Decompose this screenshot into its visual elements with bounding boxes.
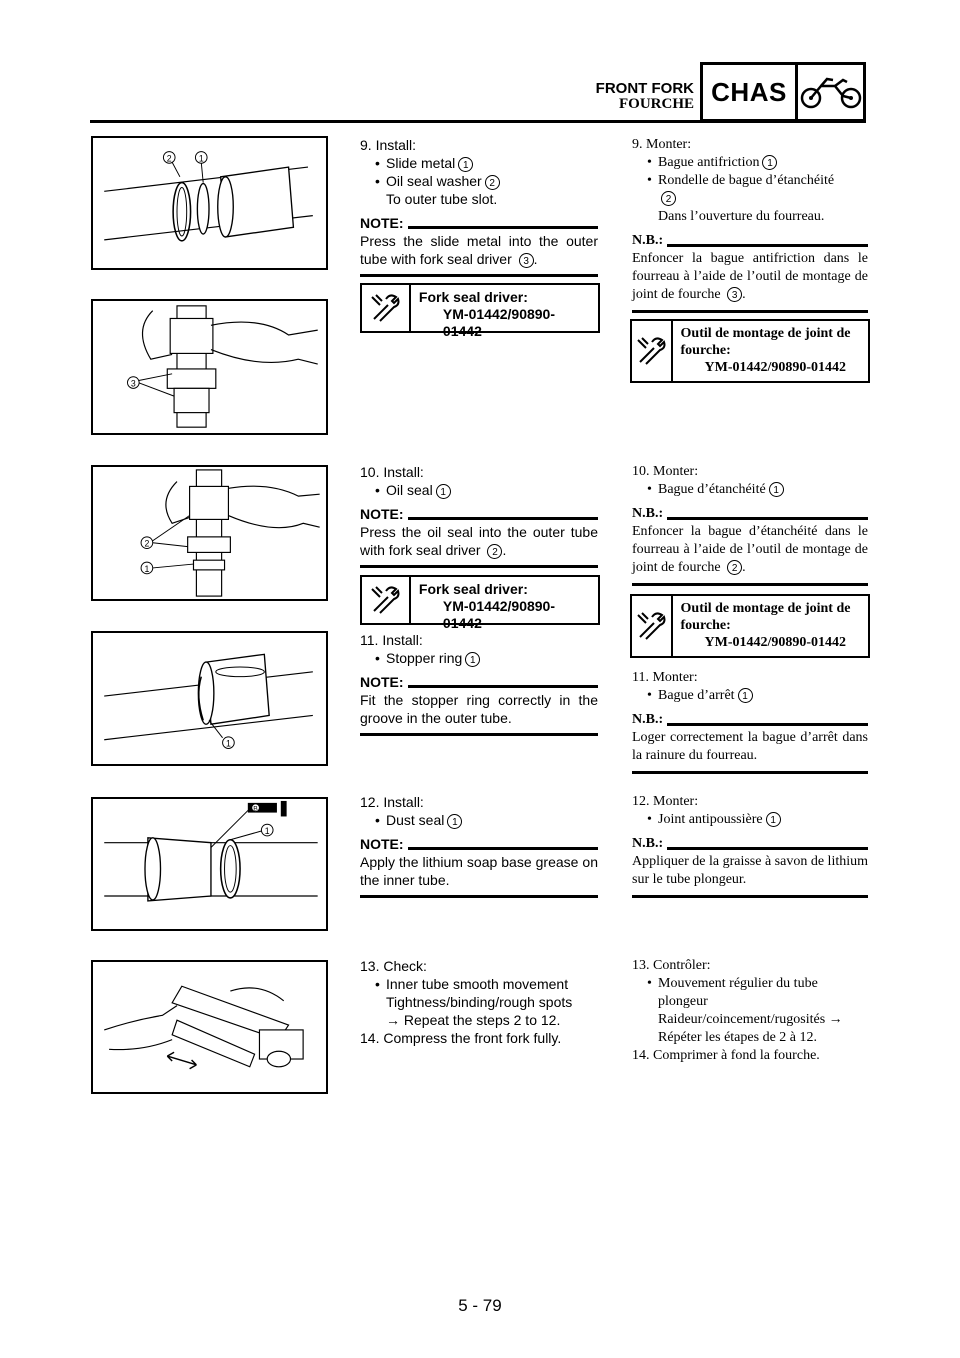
tool-part-number: YM-01442/90890-01442 — [442, 306, 555, 339]
step-13-14-en: 13. Check: • Inner tube smooth movement Tightness/binding/rough spots → Repeat the steps 2 to 12. 14. Compress the front fork fully. — [360, 957, 600, 1047]
figure-slide-metal — [91, 136, 328, 270]
motorcycle-icon — [798, 65, 863, 119]
callout-1: 1 — [144, 563, 150, 574]
figure-inner-tube-check — [91, 960, 328, 1094]
step-9-en — [360, 136, 598, 277]
grease-symbol-b: B — [253, 805, 258, 813]
note-block: NOTE: Fit the stopper ring correctly in the groove in the outer tube. — [360, 673, 598, 736]
bullet-item: • Joint antipoussière 1 — [632, 811, 868, 829]
step-10-fr: 10. Monter: • Bague d’étanchéité 1 N.B.: Enfoncer la bague d’étanchéité dans le fourreau à l’aide de l’outil de montage de joint de fourche 2 . — [632, 463, 868, 586]
figure-oil-seal — [91, 465, 328, 601]
note-block: N.B.: Appliquer de la graisse à savon de lithium sur le tube plongeur. — [632, 835, 868, 898]
step-10-en — [360, 463, 598, 568]
bullet-item: • Stopper ring 1 — [360, 649, 598, 667]
bullet-item: • Rondelle de bague d’étanchéité 2 — [632, 172, 868, 208]
step-12-en: 12. Install: • Dust seal 1 NOTE: Apply the lithium soap base grease on the inner tube. — [360, 793, 598, 898]
bullet-item: • Dust seal 1 — [360, 811, 598, 829]
callout-1: 1 — [198, 153, 204, 164]
figure-dust-seal — [91, 797, 328, 931]
note-label: NOTE: — [360, 215, 404, 231]
note-block: NOTE: Press the oil seal into the outer tube with fork seal driver 2 . — [360, 505, 598, 568]
tool-box-fork-seal-driver: Fork seal driver: YM-01442/90890-01442 — [360, 575, 600, 625]
bullet-item: • Slide metal 1 — [360, 154, 598, 172]
wrench-icon — [632, 321, 673, 381]
bullet-item: • Oil seal 1 — [360, 481, 598, 499]
step-11-fr: 11. Monter: • Bague d’arrêt 1 N.B.: Loger correctement la bague d’arrêt dans la rainure du fourreau. — [632, 669, 868, 774]
step-title: 10. Install: — [360, 464, 424, 480]
bullet-item: • Bague antifriction 1 — [632, 154, 868, 172]
callout-2: 2 — [166, 153, 172, 164]
tool-box-outil-montage: Outil de montage de joint de fourche: YM-01442/90890-01442 — [630, 319, 870, 383]
indent-text: To outer tube slot. — [386, 191, 498, 207]
wrench-icon — [632, 596, 673, 656]
page-number: 5 - 79 — [458, 1296, 502, 1315]
step-9-fr: 9. Monter: • Bague antifriction 1 • Rondelle de bague d’étanchéité 2 Dans l’ouverture du fourreau. N.B.: Enfoncer la bague antifriction dans le fourreau à l’aide de l’outil de montage de joint de fourche 3 . — [632, 136, 868, 313]
step-11-en: 11. Install: • Stopper ring 1 NOTE: Fit the stopper ring correctly in the groove in the outer tube. — [360, 631, 598, 736]
header-title-fr: FOURCHE — [619, 96, 694, 112]
note-block — [360, 214, 598, 277]
note-block: N.B.: Enfoncer la bague d’étanchéité dans le fourreau à l’aide de l’outil de montage de joint de fourche 2 . — [632, 505, 868, 586]
bullet-item: • Mouvement régulier du tube plongeur — [632, 975, 868, 1011]
note-block: N.B.: Enfoncer la bague antifriction dans le fourreau à l’aide de l’outil de montage de joint de fourche 3 . — [632, 232, 868, 313]
callout-3: 3 — [130, 378, 136, 389]
header-rule — [90, 120, 866, 123]
step-13-14-fr: 13. Contrôler: • Mouvement régulier du tube plongeur Raideur/coincement/rugosités → Répéter les étapes de 2 à 12. 14. Comprimer à fond la fourche. — [632, 957, 868, 1065]
bullet-item: • Inner tube smooth movement — [360, 975, 600, 993]
note-block: N.B.: Loger correctement la bague d’arrêt dans la rainure du fourreau. — [632, 711, 868, 774]
callout-2: 2 — [144, 538, 150, 549]
callout-number: 2 — [485, 175, 500, 190]
step-12-fr: 12. Monter: • Joint antipoussière 1 N.B.: Appliquer de la graisse à savon de lithium sur le tube plongeur. — [632, 793, 868, 898]
tool-box-outil-montage: Outil de montage de joint de fourche: YM-01442/90890-01442 — [630, 594, 870, 658]
note-text: Press the slide metal into the outer tube with fork seal driver 3 . — [360, 233, 598, 267]
wrench-icon — [362, 285, 411, 331]
callout-1: 1 — [264, 825, 270, 836]
tool-box-fork-seal-driver — [360, 283, 600, 339]
note-block: NOTE: Apply the lithium soap base grease on the inner tube. — [360, 835, 598, 898]
wrench-icon — [362, 577, 411, 623]
section-tab — [700, 62, 866, 122]
callout-number: 1 — [458, 157, 473, 172]
bullet-item: • Oil seal washer 2 — [360, 172, 598, 190]
figure-stopper-ring — [91, 631, 328, 766]
bullet-item: • Bague d’étanchéité 1 — [632, 481, 868, 499]
tool-name: Fork seal driver: — [418, 289, 528, 305]
section-label: CHAS — [703, 65, 798, 119]
callout-1: 1 — [225, 738, 231, 749]
figure-fork-seal-driver — [91, 299, 328, 435]
header-title-en: FRONT FORK — [595, 80, 694, 97]
step-title: 9. Install: — [360, 137, 417, 153]
bullet-item: • Bague d’arrêt 1 — [632, 687, 868, 705]
